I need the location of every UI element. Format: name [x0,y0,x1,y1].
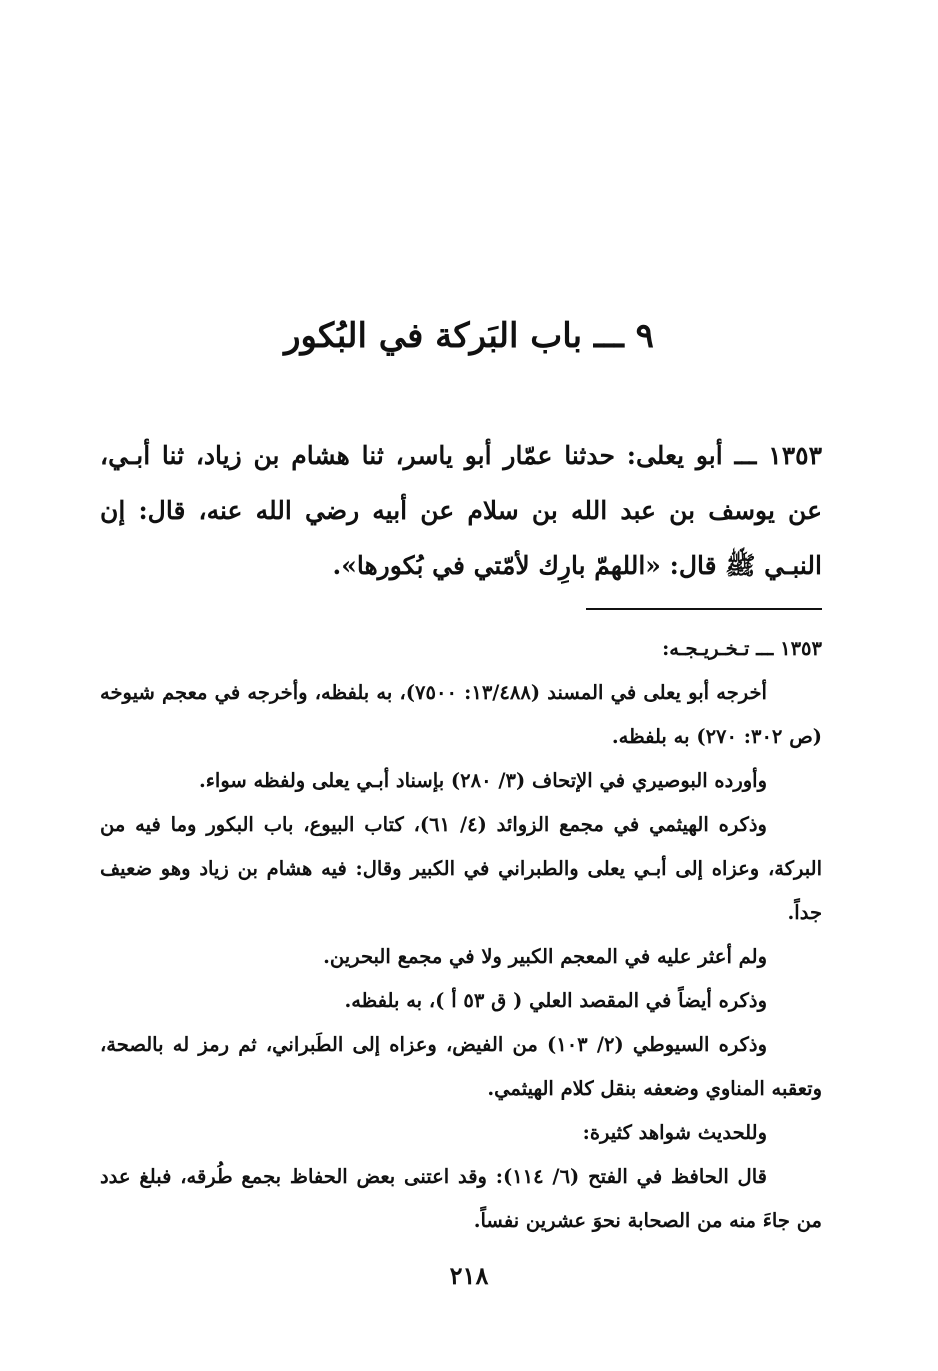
footnote-paragraph: وأورده البوصيري في الإتحاف (٣/ ٢٨٠) بإسناد أبـي يعلى ولفظه سواء. [198,769,767,792]
footnote-paragraph: ولم أعثر عليه في المعجم الكبير ولا في مجمع البحرين. [323,945,767,968]
footnote-paragraph: وذكره السيوطي (٢/ ١٠٣) من الفيض، وعزاه إلى الطَبراني، ثم رمز له بالصحة، وتعقبه المناوي وضعفه بنقل كلام الهيثمي. [100,1033,822,1100]
footnote-heading: ١٣٥٣ ـــ تـخـريـجـه: [662,637,822,660]
footnote-paragraph: قال الحافظ في الفتح (٦/ ١١٤): وقد اعتنى بعض الحفاظ بجمع طُرقه، فبلغ عدد من جاءَ منه من الصحابة نحوَ عشرين نفساً. [100,1165,822,1232]
hadith-text: ١٣٥٣ ـــ أبو يعلى: حدثنا عمّار أبو ياسر، ثنا هشام بن زياد، ثنا أبـي، عن يوسف بن عبد الله بن سلام عن أبيه رضي الله عنه، قال: إن النبـي ﷺ قال: «اللهمّ بارِك لأمّتي في بُكورها». [100,441,822,580]
page-number: ٢١٨ [449,1261,489,1290]
footnote-divider [586,608,822,610]
chapter-title: ٩ ـــ باب البَركة في البُكور [284,316,654,356]
footnotes [100,627,822,1243]
footnote-paragraph: وللحديث شواهد كثيرة: [582,1121,767,1144]
footnote-paragraph: وذكره أيضاً في المقصد العلي ( ق ٥٣ أ )، به بلفظه. [344,989,767,1012]
footnote-paragraph: وذكره الهيثمي في مجمع الزوائد (٤/ ٦١)، كتاب البيوع، باب البكور وما فيه من البركة، وعزاه إلى أبـي يعلى والطبراني في الكبير وقال: فيه هشام بن زياد وهو ضعيف جداً. [100,813,822,924]
hadith-section [100,428,822,593]
footnote-paragraph: أخرجه أبو يعلى في المسند (١٣/٤٨٨: ٧٥٠٠)، به بلفظه، وأخرجه في معجم شيوخه (ص ٣٠٢: ٢٧٠) به بلفظه. [100,681,822,748]
